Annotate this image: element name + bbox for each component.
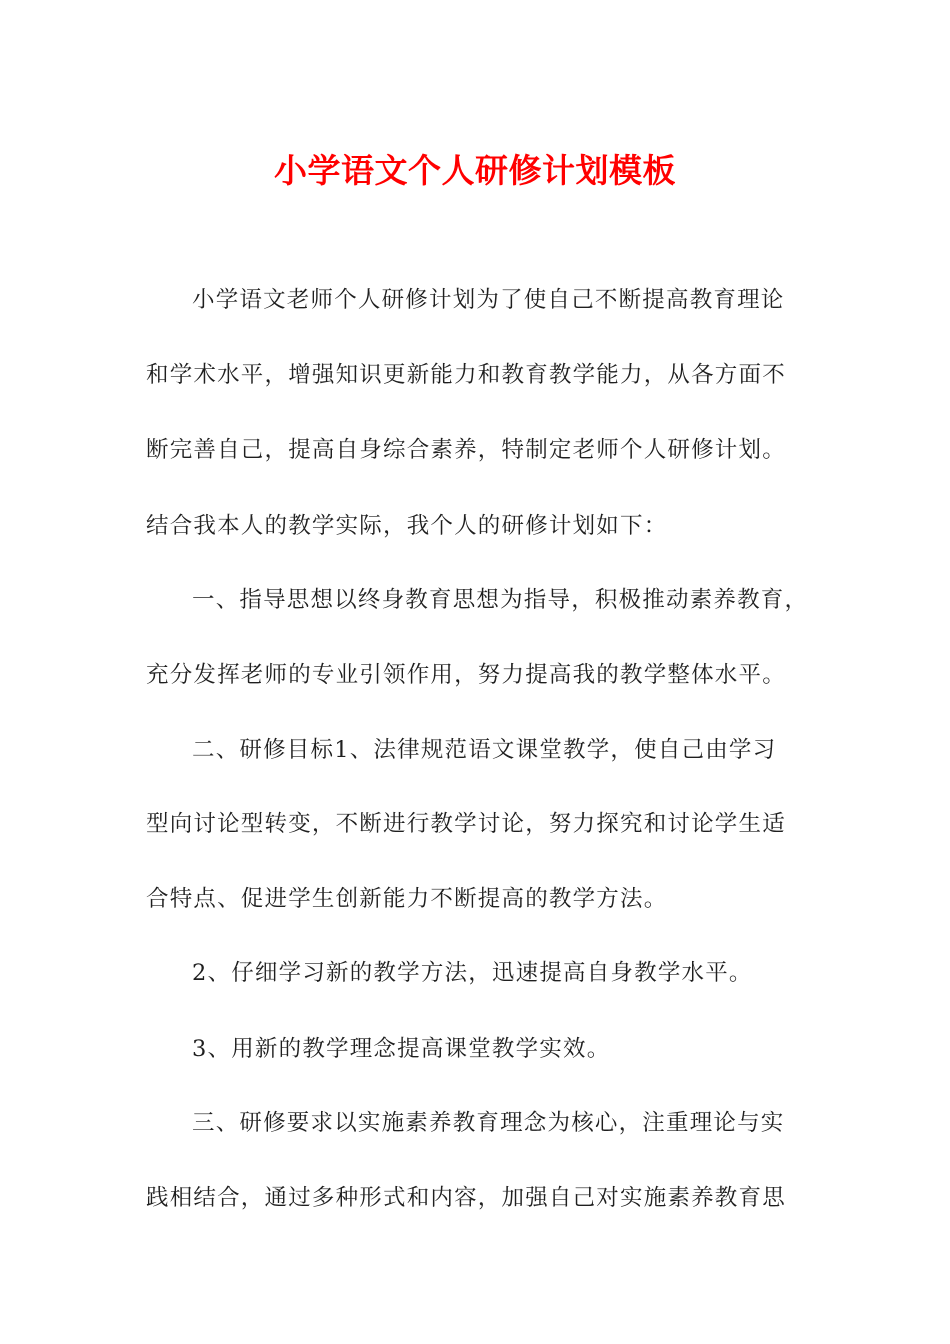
paragraph-line: 结合我本人的教学实际，我个人的研修计划如下： bbox=[146, 513, 668, 539]
paragraph-line: 和学术水平，增强知识更新能力和教育教学能力，从各方面不 bbox=[146, 362, 786, 388]
paragraph-line: 小学语文老师个人研修计划为了使自己不断提高教育理论 bbox=[192, 287, 785, 313]
paragraph-line: 三、研修要求以实施素养教育理念为核心，注重理论与实 bbox=[192, 1110, 785, 1136]
paragraph-line: 型向讨论型转变，不断进行教学讨论，努力探究和讨论学生适 bbox=[146, 811, 786, 837]
paragraph-line: 断完善自己，提高自身综合素养，特制定老师个人研修计划。 bbox=[146, 437, 786, 463]
document-title: 小学语文个人研修计划模板 bbox=[274, 151, 676, 190]
paragraph-line: 充分发挥老师的专业引领作用，努力提高我的教学整体水平。 bbox=[146, 662, 786, 688]
paragraph-line: 合特点、促进学生创新能力不断提高的教学方法。 bbox=[146, 886, 668, 912]
paragraph-line: 2、仔细学习新的教学方法，迅速提高自身教学水平。 bbox=[192, 960, 753, 986]
paragraph-line: 二、研修目标1、法律规范语文课堂教学，使自己由学习 bbox=[192, 737, 777, 763]
paragraph-line: 践相结合，通过多种形式和内容，加强自己对实施素养教育思 bbox=[146, 1185, 786, 1211]
paragraph-line: 3、用新的教学理念提高课堂教学实效。 bbox=[192, 1036, 611, 1062]
paragraph-line: 一、指导思想以终身教育思想为指导，积极推动素养教育， bbox=[192, 587, 809, 613]
